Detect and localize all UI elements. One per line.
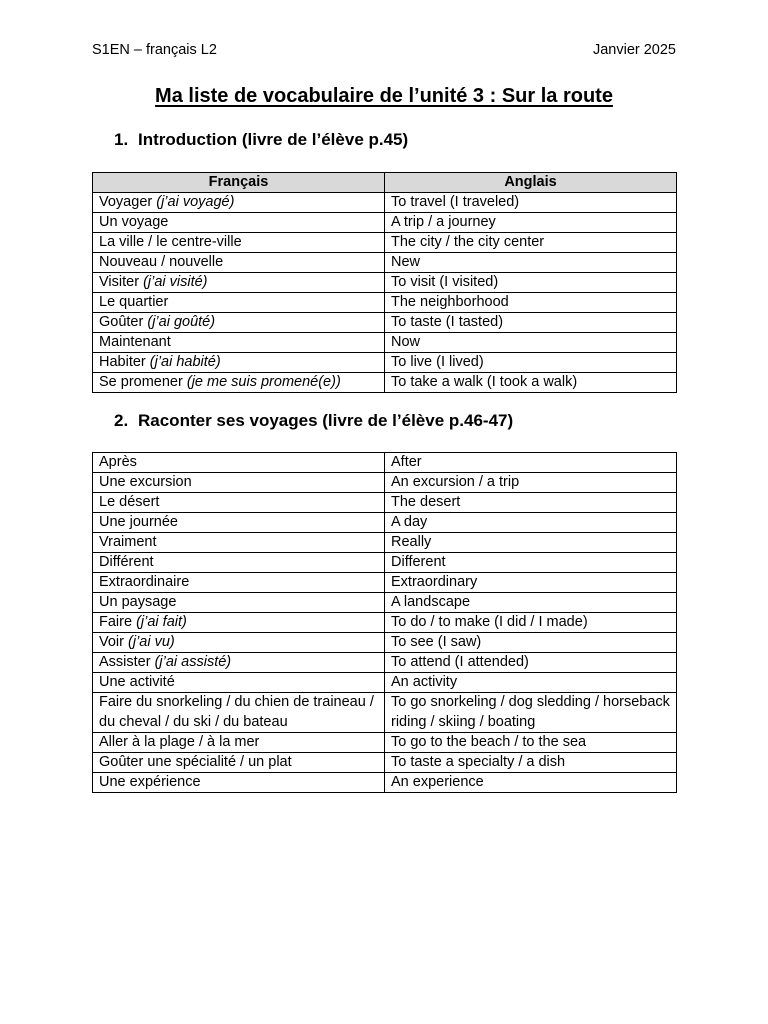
french-term-cell [93,353,385,373]
french-term: Voir [99,634,129,650]
english-translation: Now [385,333,677,353]
french-past-tense: (j’ai assisté) [154,654,232,670]
french-term: Vraiment [99,534,157,550]
english-translation: Really [385,533,677,553]
french-term-cell [93,493,385,513]
english-translation: The city / the city center [385,233,677,253]
french-term-cell [93,633,385,653]
french-term: Assister [99,654,155,670]
vocab-table-raconter-ses-voyages [92,452,677,793]
table-row [93,613,677,633]
french-term: Une activité [99,674,175,690]
table-row [93,673,677,693]
table-row [93,533,677,553]
table-row [93,733,677,753]
date-label: Janvier 2025 [592,42,676,58]
english-translation: The neighborhood [385,293,677,313]
french-term: Goûter [99,314,148,330]
french-term-cell [93,773,385,793]
french-term: Maintenant [99,334,171,350]
french-term: Une journée [99,514,178,530]
table-row [93,273,677,293]
table-row [93,193,677,213]
column-header-francais: Français [93,173,385,193]
page-title: Ma liste de vocabulaire de l’unité 3 : Sur la route [155,85,613,107]
english-translation: To do / to make (I did / I made) [385,613,677,633]
table-row [93,753,677,773]
french-term-cell [93,373,385,393]
french-term: Une excursion [99,474,192,490]
french-term-cell [93,213,385,233]
french-term-cell [93,293,385,313]
english-translation: To attend (I attended) [385,653,677,673]
french-term-cell [93,513,385,533]
english-translation: To take a walk (I took a walk) [385,373,677,393]
english-translation: To visit (I visited) [385,273,677,293]
table-row [93,593,677,613]
english-translation: To go snorkeling / dog sledding / horseback riding / skiing / boating [385,693,677,733]
english-translation: A day [385,513,677,533]
english-translation: To see (I saw) [385,633,677,653]
english-translation: To taste a specialty / a dish [385,753,677,773]
english-translation: An activity [385,673,677,693]
french-term: Une expérience [99,774,201,790]
french-term: La ville / le centre-ville [99,234,242,250]
english-translation: After [385,453,677,473]
table-row [93,293,677,313]
french-term: Extraordinaire [99,574,190,590]
table-row [93,253,677,273]
french-term-cell [93,453,385,473]
table-row [93,653,677,673]
french-term: Un paysage [99,594,177,610]
french-term: Faire [99,614,137,630]
table-row [93,553,677,573]
french-term-cell [93,753,385,773]
table-row [93,773,677,793]
french-term-cell [93,333,385,353]
section-heading-raconter-ses-voyages [114,411,513,431]
column-header-anglais: Anglais [385,173,677,193]
english-translation: To taste (I tasted) [385,313,677,333]
table-row [93,333,677,353]
french-term: Visiter [99,274,144,290]
section-title: Introduction (livre de l’élève p.45) [138,130,409,149]
french-term: Après [99,454,137,470]
french-term: Faire du snorkeling / du chien de traineau / du cheval / du ski / du bateau [99,694,374,730]
english-translation: Different [385,553,677,573]
french-term: Le quartier [99,294,169,310]
french-term-cell [93,693,385,733]
french-term: Habiter [99,354,150,370]
section-number: 1. [114,130,129,149]
english-translation: New [385,253,677,273]
french-term: Nouveau / nouvelle [99,254,224,270]
french-term: Un voyage [99,214,169,230]
french-term-cell [93,593,385,613]
english-translation: An excursion / a trip [385,473,677,493]
table-row [93,633,677,653]
french-past-tense: (j’ai goûté) [147,314,216,330]
french-term-cell [93,233,385,253]
table-row [93,313,677,333]
french-term: Se promener [99,374,187,390]
section-number: 2. [114,411,129,430]
french-past-tense: (j’ai visité) [143,274,208,290]
french-term: Voyager [99,194,157,210]
table-row [93,353,677,373]
table-row [93,233,677,253]
french-past-tense: (j’ai habité) [149,354,221,370]
table-row [93,473,677,493]
table-row [93,693,677,733]
french-term-cell [93,193,385,213]
course-label: S1EN – français L2 [92,42,217,58]
french-term-cell [93,253,385,273]
table-header-row [93,173,677,193]
english-translation: A landscape [385,593,677,613]
english-translation: Extraordinary [385,573,677,593]
table-row [93,373,677,393]
french-term: Goûter une spécialité / un plat [99,754,292,770]
french-term: Le désert [99,494,160,510]
french-term-cell [93,733,385,753]
table-row [93,213,677,233]
english-translation: An experience [385,773,677,793]
french-past-tense: (j’ai vu) [128,634,175,650]
french-term-cell [93,673,385,693]
english-translation: To travel (I traveled) [385,193,677,213]
section-title: Raconter ses voyages (livre de l’élève p.46-47) [138,411,514,430]
english-translation: To go to the beach / to the sea [385,733,677,753]
french-term-cell [93,313,385,333]
french-term: Différent [99,554,154,570]
english-translation: To live (I lived) [385,353,677,373]
english-translation: The desert [385,493,677,513]
vocab-table-introduction [92,172,677,393]
french-term: Aller à la plage / à la mer [99,734,260,750]
french-past-tense: (je me suis promené(e)) [186,374,341,390]
french-past-tense: (j’ai fait) [136,614,187,630]
french-term-cell [93,553,385,573]
table-row [93,573,677,593]
french-term-cell [93,613,385,633]
french-term-cell [93,533,385,553]
french-term-cell [93,573,385,593]
english-translation: A trip / a journey [385,213,677,233]
french-term-cell [93,273,385,293]
french-term-cell [93,653,385,673]
french-term-cell [93,473,385,493]
table-row [93,513,677,533]
table-row [93,453,677,473]
section-heading-introduction [114,130,408,150]
table-row [93,493,677,513]
french-past-tense: (j’ai voyagé) [156,194,235,210]
